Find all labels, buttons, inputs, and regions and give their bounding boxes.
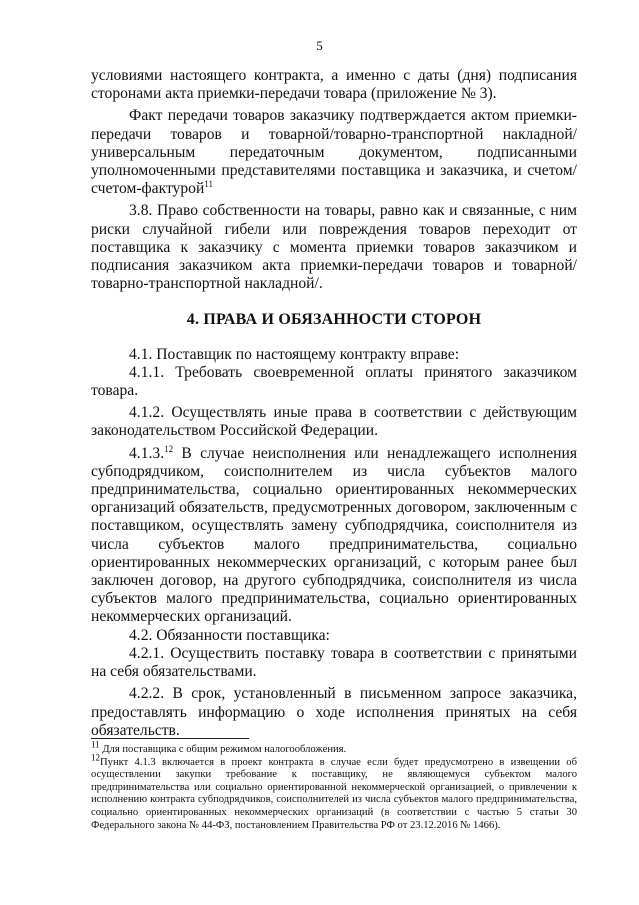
clause-4-2-2: 4.2.2. В срок, установленный в письменном запросе заказчика, предоставлять информацию о ходе исполнения принятых на себя обязательств. (91, 685, 577, 739)
footnote-text: Пункт 4.1.3 включается в проект контракта в случае если будет предусмотрено в извещении об осуществлении закупки требование к поставщику, не являющемуся субъектом малого предпринимательства или социально ориентированной некоммерческой организацией, о привлечении к исполнению контракта субподрядчиков, соисполнителей из числа субъектов малого предпринимательства, социально ориентированных некоммерческих организаций (в соответствии с частью 5 статьи 30 Федерального закона № 44-ФЗ, постановлением Правительства РФ от 23.12.2016 № 1466). (91, 756, 577, 831)
clause-number: 4.1.3. (129, 444, 165, 462)
paragraph-transfer-fact (91, 107, 577, 198)
document-body (91, 67, 577, 740)
paragraph-continuation: условиями настоящего контракта, а именно с даты (дня) подписания сторонами акта приемки-передачи товара (приложение № 3). (91, 67, 577, 103)
clause-text: В случае неисполнения или ненадлежащего исполнения субподрядчиком, соисполнителем из числа субъектов малого предпринимательства, социально ориентированных некоммерческих организаций обязательств, предусмотренных договором, заключенным с поставщиком, осуществлять замену субподрядчика, соисполнителя из числа субъектов малого предпринимательства, социально ориентированных некоммерческих организаций, с которым ранее был заключен договор, на другого субподрядчика, соисполнителя из числа субъектов малого предпринимательства, социально ориентированных некоммерческих организаций. (91, 444, 577, 626)
footnote-item (91, 752, 577, 833)
clause-4-2-1: 4.2.1. Осуществить поставку товара в соответствии с принятыми на себя обязательствами. (91, 644, 577, 681)
paragraph-text: Факт передачи товаров заказчику подтверждается актом приемки-передачи товаров и товарной/товарно-транспортной накладной/ универсальным передаточным документом, подписанными уполномоченными представителями поставщика и заказчика, и счетом/счетом-фактурой (91, 107, 577, 198)
footnote-item (91, 739, 577, 757)
clause-4-2: 4.2. Обязанности поставщика: (129, 626, 330, 644)
clause-4-1: 4.1. Поставщик по настоящему контракту вправе: (129, 345, 460, 363)
section-heading: 4. ПРАВА И ОБЯЗАННОСТИ СТОРОН (186, 311, 482, 329)
footnote-separator (91, 738, 249, 739)
footnote-text: Для поставщика с общим режимом налогообложения. (99, 744, 347, 755)
footnote-ref: 12 (164, 443, 174, 454)
footnotes (91, 739, 577, 832)
footnote-mark: 12 (91, 752, 100, 763)
clause-3-8: 3.8. Право собственности на товары, равно как и связанные, с ним риски случайной гибели или повреждения товаров переходит от поставщика к заказчику с момента приемки товаров заказчиком и подписания заказчиком акта приемки-передачи товаров и товарной/товарно-транспортной накладной/. (91, 202, 577, 293)
clause-4-1-2: 4.1.2. Осуществлять иные права в соответствии с действующим законодательством Российской Федерации. (91, 404, 577, 440)
clause-4-1-3 (91, 445, 577, 627)
page-number: 5 (316, 38, 323, 53)
clause-4-1-1: 4.1.1. Требовать своевременной оплаты принятого заказчиком товара. (91, 363, 577, 400)
footnote-ref: 11 (204, 179, 213, 190)
footnote-mark: 11 (91, 739, 100, 750)
